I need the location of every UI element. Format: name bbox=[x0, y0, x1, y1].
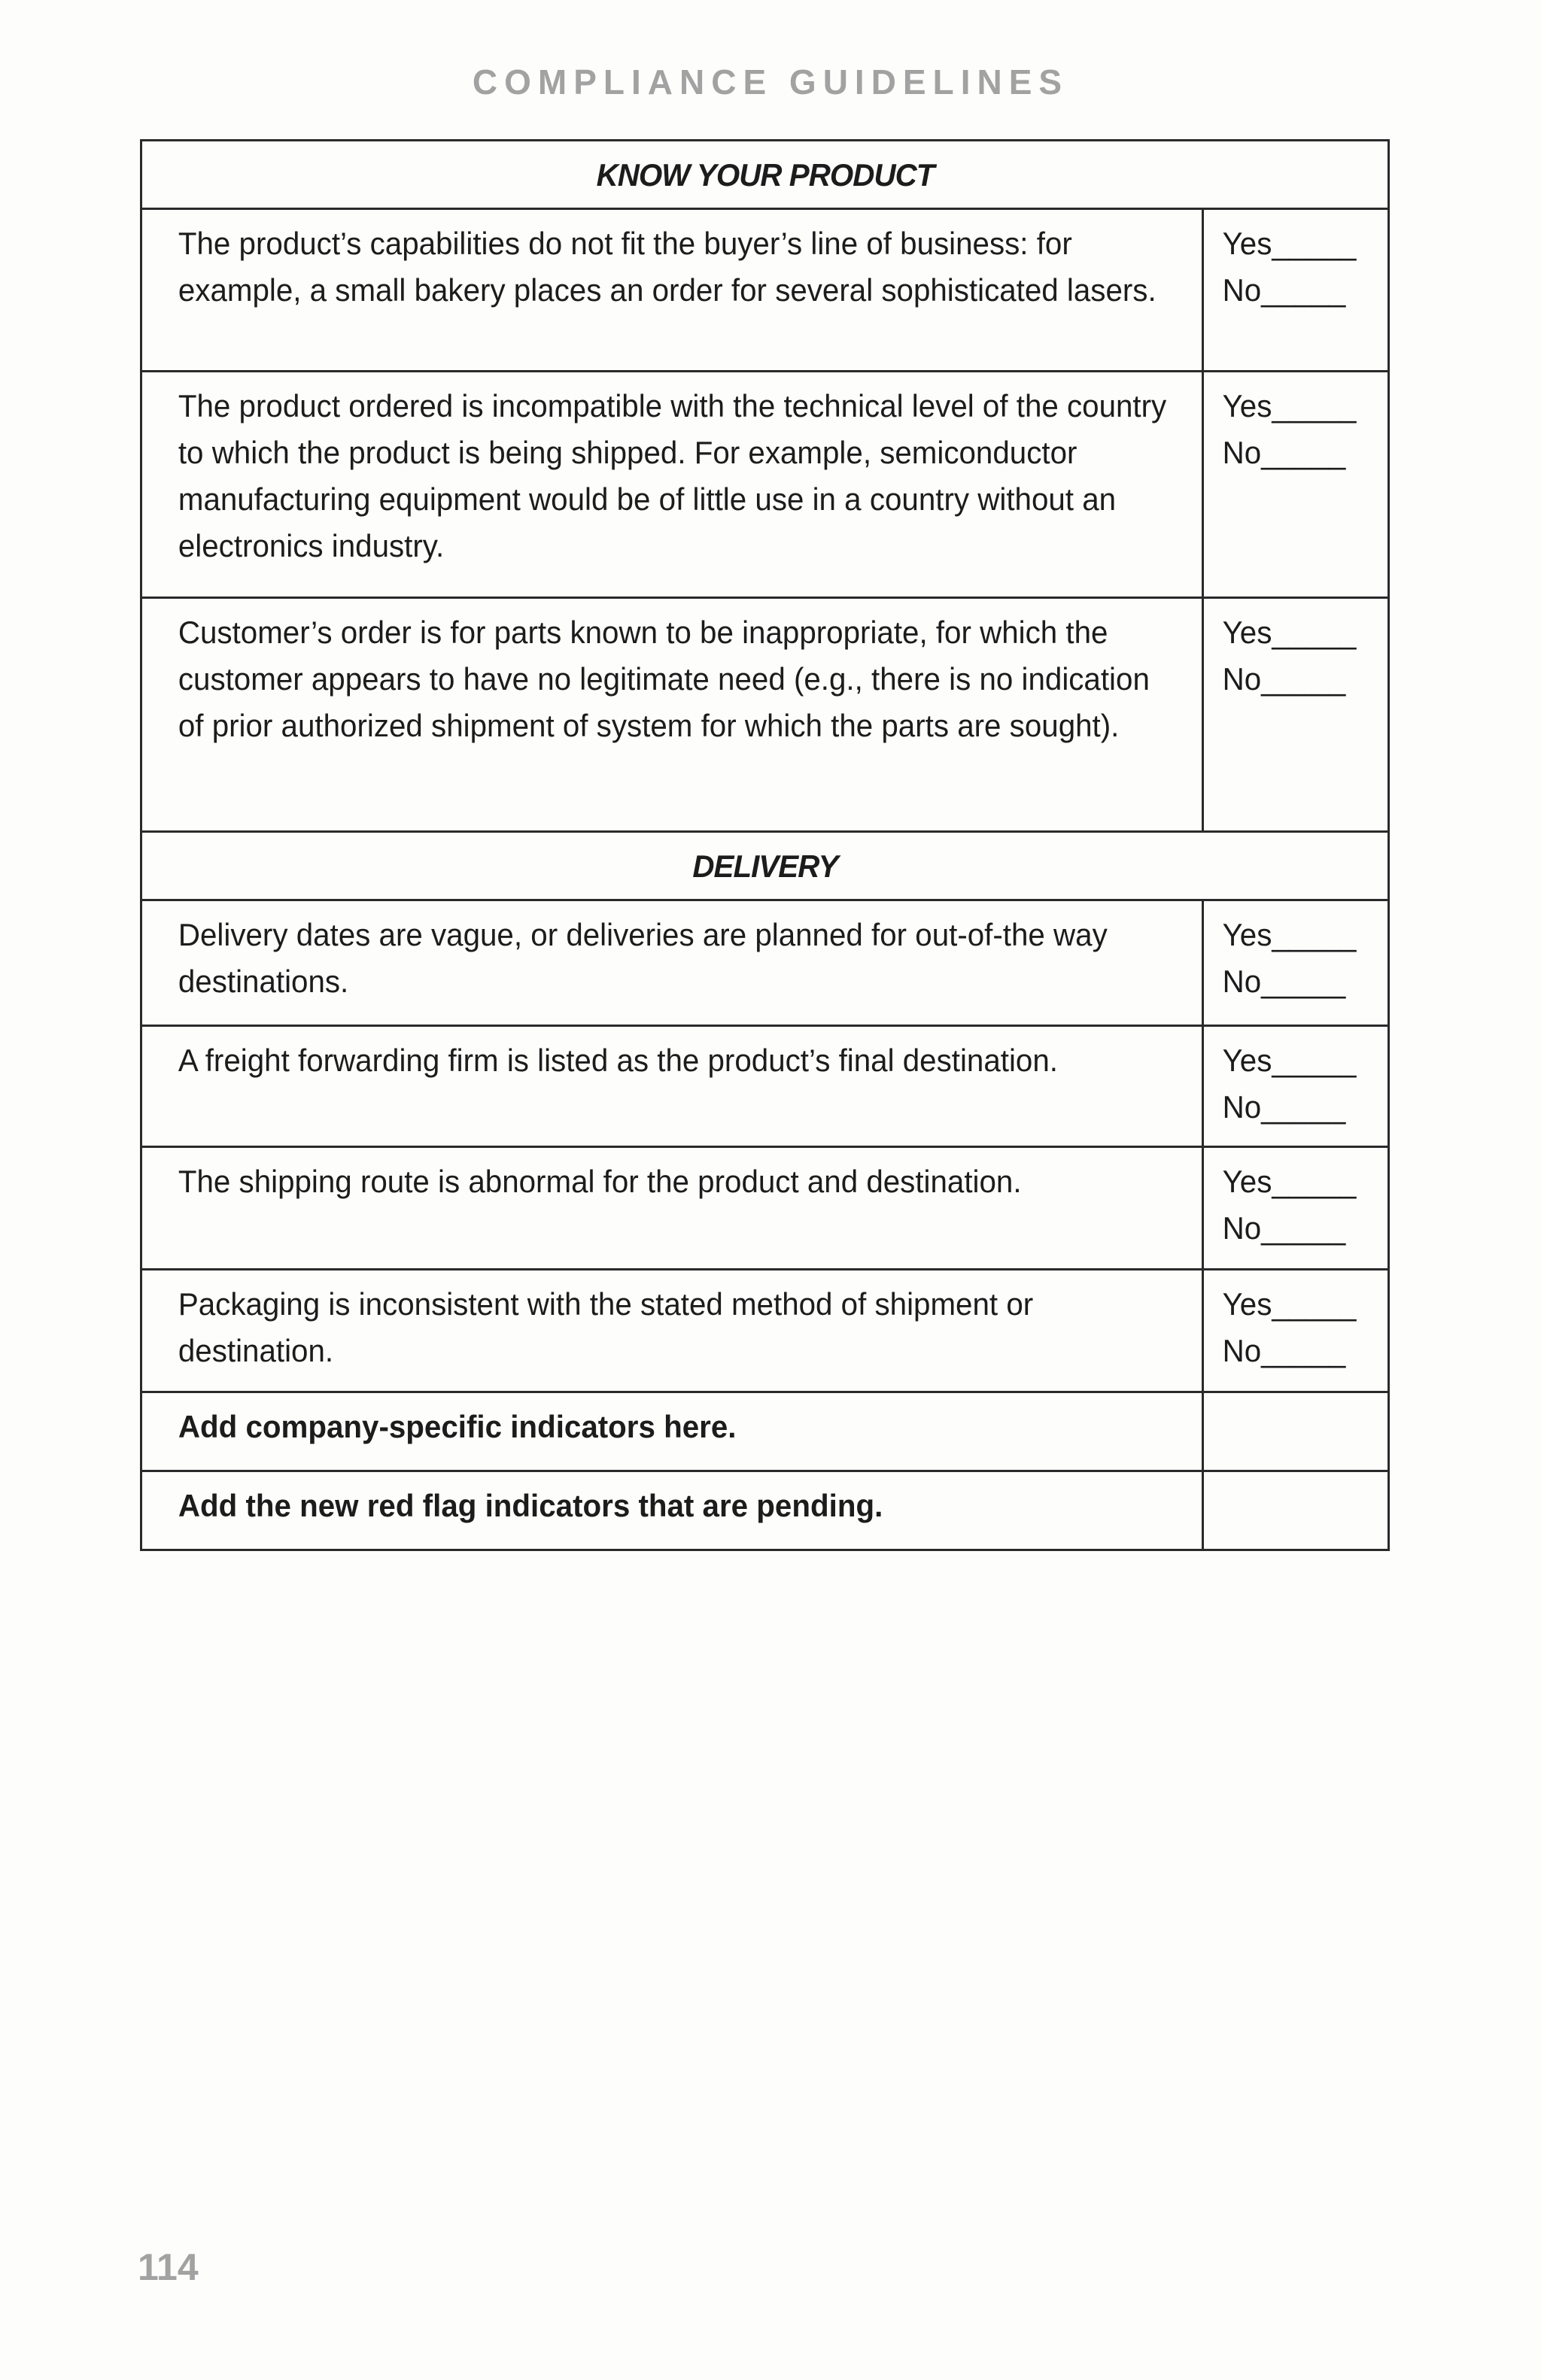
table-row bbox=[141, 372, 1389, 598]
yes-blank[interactable]: Yes_____ bbox=[1222, 615, 1356, 650]
yes-blank[interactable]: Yes_____ bbox=[1222, 917, 1356, 952]
indicator-text: The product ordered is incompatible with the technical level of the country to which the product is being shipped. For example, semiconductor manufacturing equipment would be of little use in a country without an electronics industry. bbox=[163, 372, 1182, 598]
no-blank[interactable]: No_____ bbox=[1222, 272, 1345, 308]
section-header-row bbox=[141, 832, 1389, 900]
table-row bbox=[141, 598, 1389, 832]
no-blank[interactable]: No_____ bbox=[1222, 435, 1345, 470]
indicator-text: Packaging is inconsistent with the stated method of shipment or destination. bbox=[163, 1270, 1182, 1392]
empty-answer-cell[interactable] bbox=[1206, 1392, 1384, 1471]
section-title-know-your-product: KNOW YOUR PRODUCT bbox=[166, 141, 1364, 209]
yes-no-cell bbox=[1206, 1270, 1384, 1392]
table-row bbox=[141, 1270, 1389, 1392]
section-title-delivery: DELIVERY bbox=[166, 832, 1364, 900]
no-blank[interactable]: No_____ bbox=[1222, 1333, 1345, 1368]
table-row bbox=[141, 1392, 1389, 1471]
custom-indicator-prompt: Add company-specific indicators here. bbox=[163, 1392, 1182, 1471]
indicator-text: A freight forwarding firm is listed as the product’s final destination. bbox=[163, 1026, 1182, 1147]
no-blank[interactable]: No_____ bbox=[1222, 1089, 1345, 1125]
yes-no-cell bbox=[1206, 372, 1384, 598]
red-flag-checklist-table bbox=[140, 139, 1390, 1551]
indicator-text: Delivery dates are vague, or deliveries are planned for out-of-the way destinations. bbox=[163, 900, 1182, 1026]
yes-no-cell bbox=[1206, 1026, 1384, 1147]
yes-blank[interactable]: Yes_____ bbox=[1222, 226, 1356, 261]
table-row bbox=[141, 1147, 1389, 1270]
yes-blank[interactable]: Yes_____ bbox=[1222, 1286, 1356, 1322]
page-number: 114 bbox=[138, 2246, 199, 2288]
no-blank[interactable]: No_____ bbox=[1222, 964, 1345, 999]
indicator-text: Customer’s order is for parts known to be inappropriate, for which the customer appears to have no legitimate need (e.g., there is no indication of prior authorized shipment of system for which the parts are sought). bbox=[163, 598, 1182, 832]
indicator-text: The shipping route is abnormal for the product and destination. bbox=[163, 1147, 1182, 1270]
table-row bbox=[141, 1471, 1389, 1550]
running-header: COMPLIANCE GUIDELINES bbox=[472, 62, 1069, 102]
yes-no-cell bbox=[1206, 1147, 1384, 1270]
yes-blank[interactable]: Yes_____ bbox=[1222, 388, 1356, 423]
pending-indicator-prompt: Add the new red flag indicators that are pending. bbox=[163, 1471, 1182, 1550]
table-row bbox=[141, 900, 1389, 1026]
yes-no-cell bbox=[1206, 209, 1384, 372]
indicator-text: The product’s capabilities do not fit the buyer’s line of business: for example, a small bakery places an order for several sophisticated lasers. bbox=[163, 209, 1182, 372]
yes-blank[interactable]: Yes_____ bbox=[1222, 1043, 1356, 1078]
no-blank[interactable]: No_____ bbox=[1222, 1210, 1345, 1246]
no-blank[interactable]: No_____ bbox=[1222, 661, 1345, 697]
table-row bbox=[141, 1026, 1389, 1147]
yes-no-cell bbox=[1206, 900, 1384, 1026]
yes-no-cell bbox=[1206, 598, 1384, 832]
yes-blank[interactable]: Yes_____ bbox=[1222, 1164, 1356, 1199]
table-row bbox=[141, 209, 1389, 372]
empty-answer-cell[interactable] bbox=[1206, 1471, 1384, 1550]
section-header-row bbox=[141, 141, 1389, 209]
